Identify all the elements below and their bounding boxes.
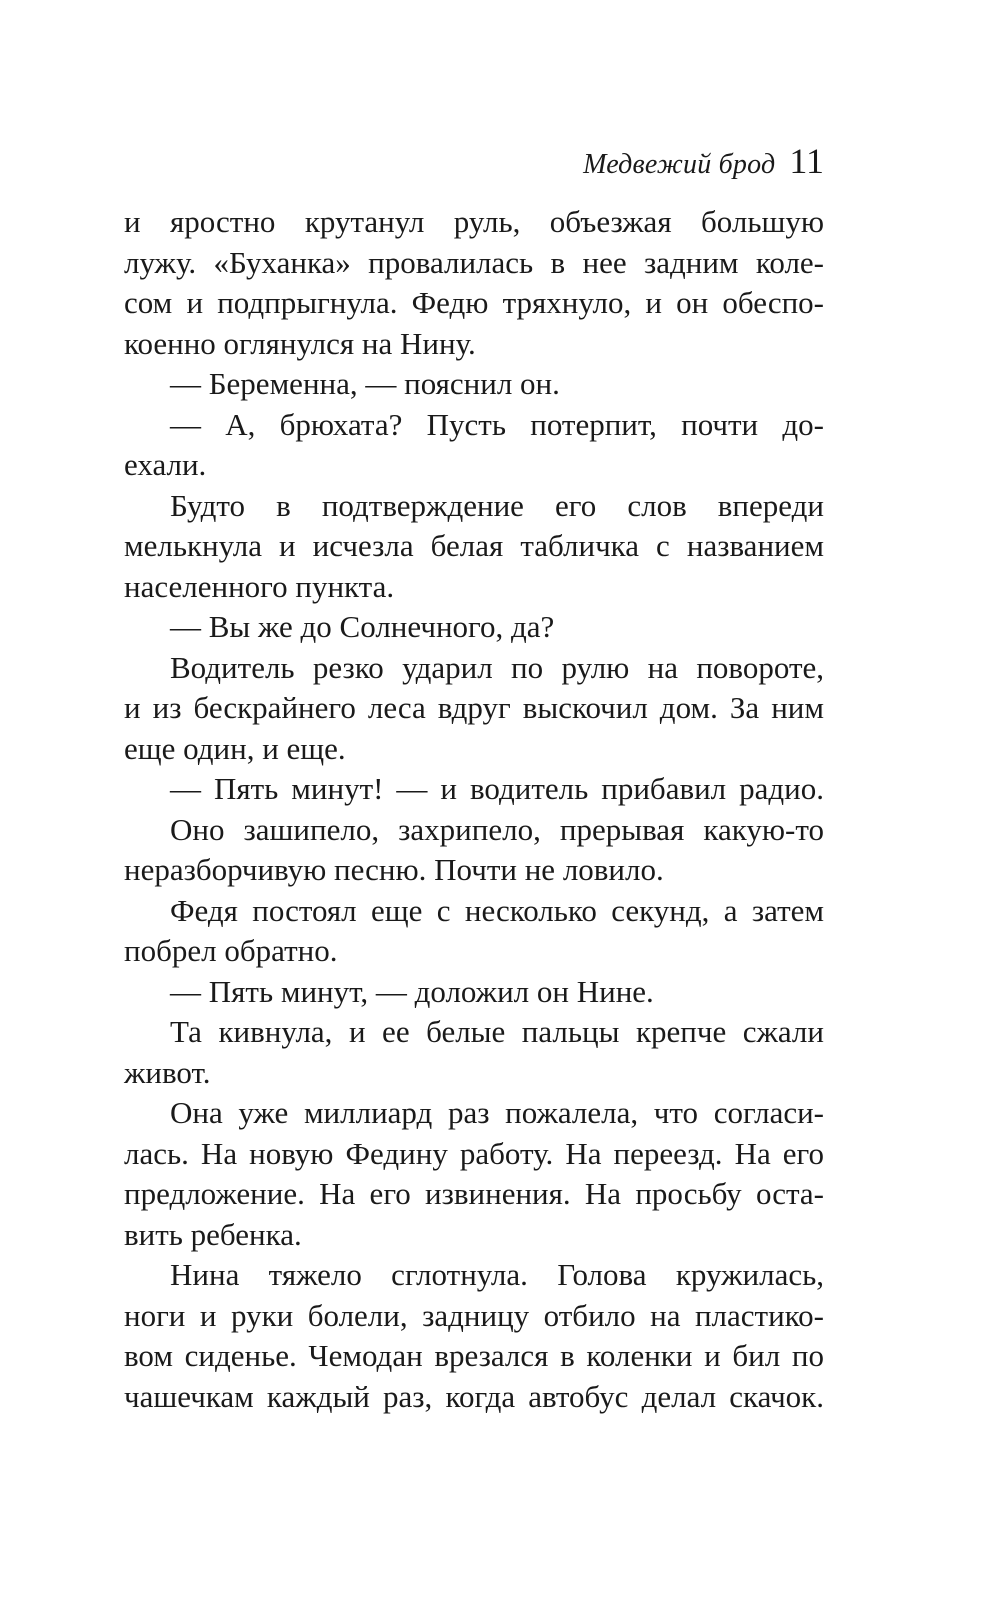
text-line: живот. (124, 1054, 211, 1090)
text-line: лужу. «Буханка» провалилась в нее задним коле- (124, 244, 824, 280)
text-line: чашечкам каждый раз, когда автобус делал скачок. (124, 1378, 824, 1414)
text-line: — Пять минут, — доложил он Нине. (170, 973, 654, 1009)
text-line: — Беременна, — пояснил он. (170, 366, 560, 401)
text-line: ноги и руки болели, задницу отбило на пластико- (124, 1297, 824, 1333)
text-line: предложение. На его извинения. На просьбу оста- (124, 1176, 824, 1211)
text-line: Та кивнула, и ее белые пальцы крепче сжали (170, 1014, 824, 1049)
text-line: и из бескрайнего леса вдруг выскочил дом. За ним (124, 690, 824, 725)
text-line: — Вы же до Солнечного, да? (170, 609, 555, 644)
page-number: 11 (789, 141, 824, 181)
text-line: Водитель резко ударил по рулю на повороте, (170, 649, 824, 685)
text-line: ехали. (124, 447, 207, 482)
text-line: сом и подпрыгнула. Федю тряхнуло, и он обеспо- (124, 285, 824, 320)
text-line: Нина тяжело сглотнула. Голова кружилась, (170, 1257, 824, 1292)
text-line: коенно оглянулся на Нину. (124, 325, 476, 361)
text-line: неразборчивую песню. Почти не ловило. (124, 852, 664, 887)
text-line: и яростно крутанул руль, объезжая большую (124, 204, 824, 239)
book-title: Медвежий брод (583, 149, 776, 180)
text-line: мелькнула и исчезла белая табличка с названием (124, 528, 824, 563)
running-head (124, 140, 824, 182)
text-line: — А, брюхата? Пусть потерпит, почти до- (170, 406, 824, 442)
text-line: вом сиденье. Чемодан врезался в коленки и бил по (124, 1338, 824, 1373)
text-line: побрел обратно. (124, 933, 338, 968)
text-line: — Пять минут! — и водитель прибавил радио. (170, 771, 824, 806)
text-line: лась. На новую Федину работу. На переезд. На его (124, 1135, 824, 1171)
body-text (124, 202, 824, 1417)
text-line: Она уже миллиард раз пожалела, что согласи- (170, 1095, 824, 1130)
text-line: Будто в подтверждение его слов впереди (170, 487, 824, 523)
text-line: вить ребенка. (124, 1216, 302, 1252)
text-line: еще один, и еще. (124, 730, 346, 766)
text-line: населенного пункта. (124, 568, 395, 604)
text-line: Оно зашипело, захрипело, прерывая какую-то (170, 811, 824, 847)
text-line: Федя постоял еще с несколько секунд, а затем (170, 892, 824, 928)
